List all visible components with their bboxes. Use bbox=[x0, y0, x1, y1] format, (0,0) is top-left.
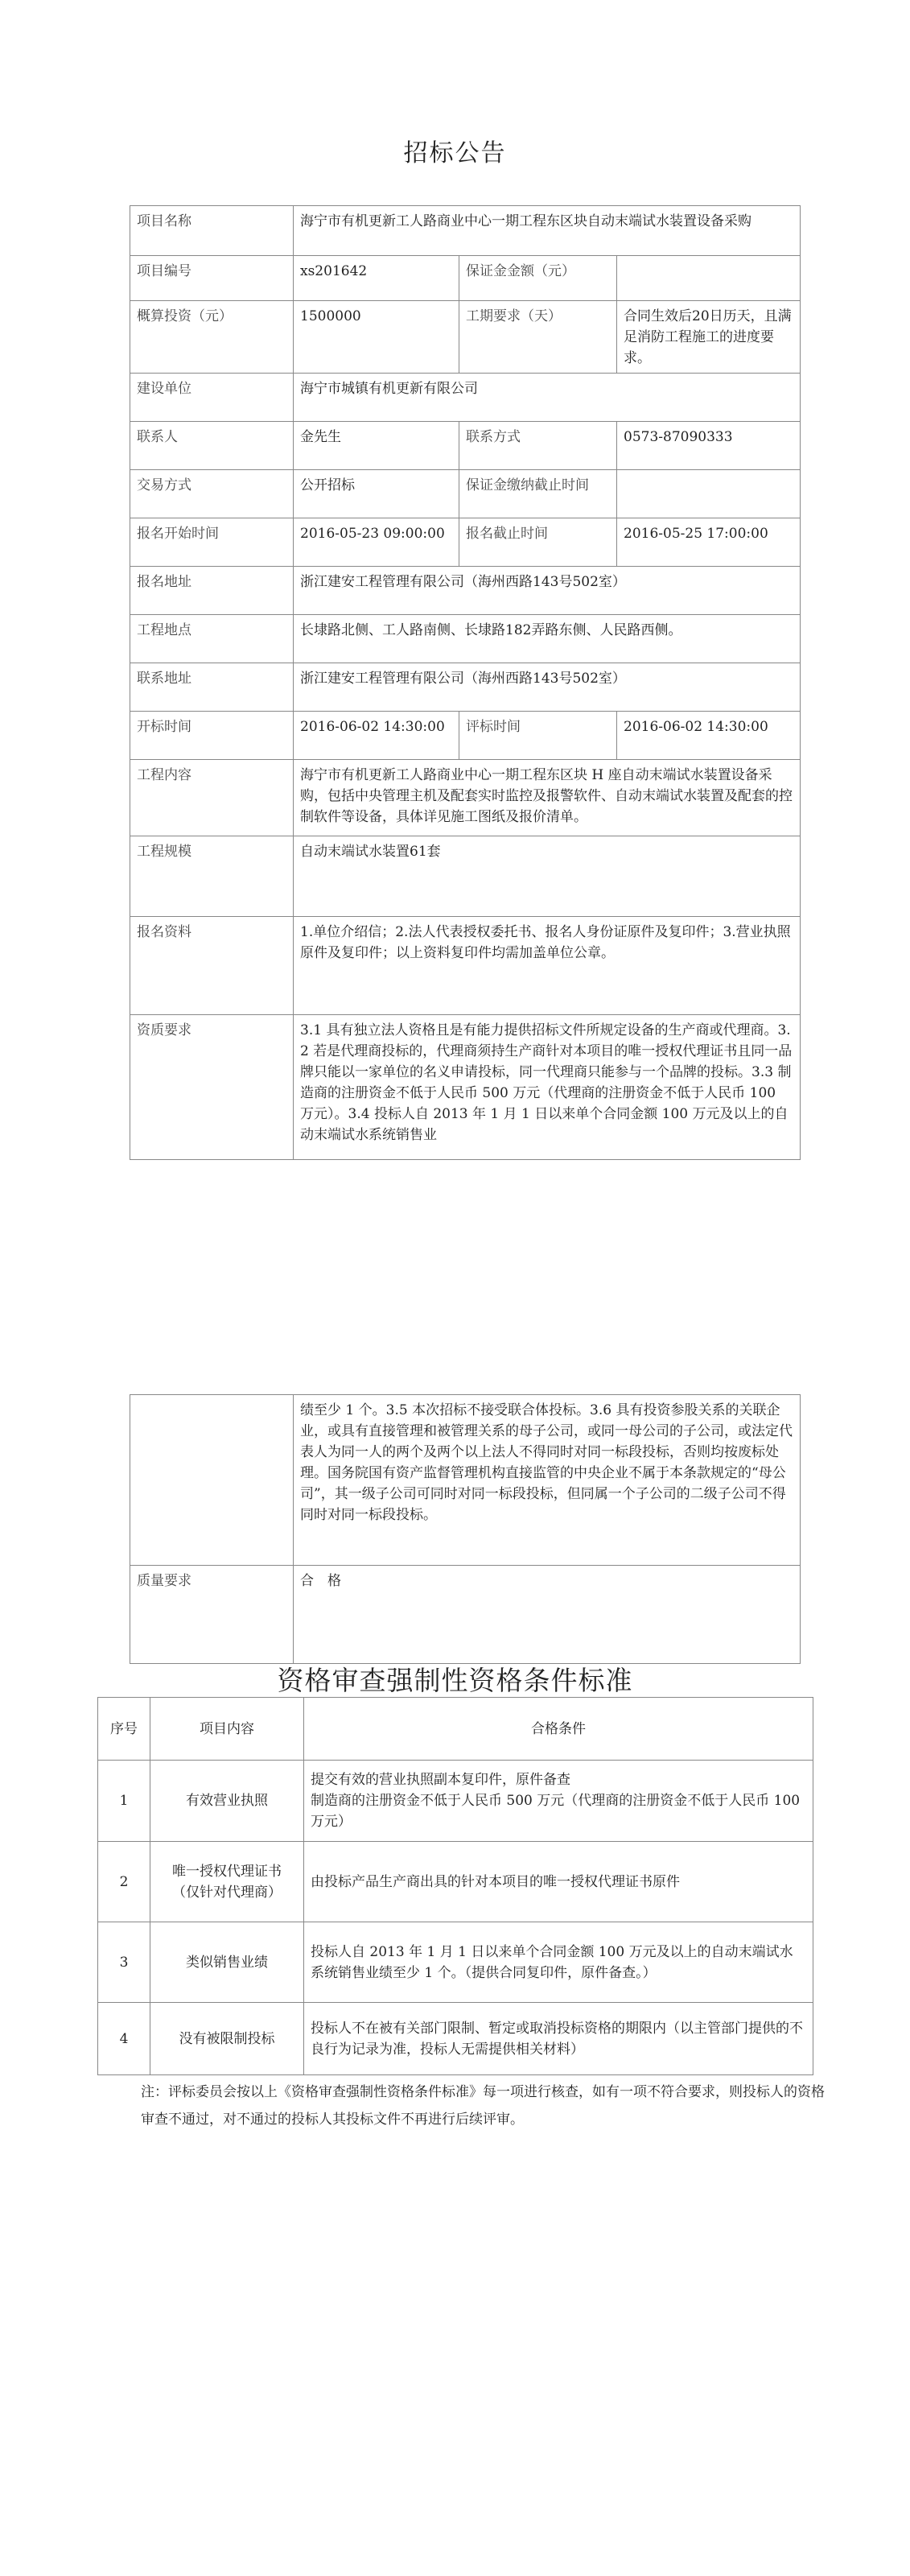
deposit-value bbox=[617, 256, 801, 301]
table-row bbox=[98, 1922, 813, 2003]
quality-value: 合 格 bbox=[294, 1566, 801, 1664]
reg-start-label: 报名开始时间 bbox=[130, 518, 294, 567]
table-row bbox=[98, 2003, 813, 2075]
contact-method-value: 0573-87090333 bbox=[617, 422, 801, 470]
docs-value: 1.单位介绍信；2.法人代表授权委托书、报名人身份证原件及复印件；3.营业执照原件及复印件；以上资料复印件均需加盖单位公章。 bbox=[294, 917, 801, 1015]
header-condition: 合格条件 bbox=[304, 1698, 813, 1761]
notice-table-continued bbox=[130, 1394, 801, 1664]
qual-value-part1: 3.1 具有独立法人资格且是有能力提供招标文件所规定设备的生产商或代理商。3.2 若是代理商投标的，代理商须持生产商针对本项目的唯一授权代理证书且同一品牌只能以一家单位的名义申请投标，同一代理商只能参与一个品牌的投标。3.3 制造商的注册资金不低于人民币 500 万元（代理商的注册资金不低于人民币 100 万元）。3.4 投标人自 2013 年 1 月 1 日以来单个合同金额 100 万元及以上的自动末端试水系统销售业 bbox=[294, 1015, 801, 1160]
table-row bbox=[98, 1842, 813, 1922]
header-item: 项目内容 bbox=[150, 1698, 304, 1761]
contact-address-label: 联系地址 bbox=[130, 663, 294, 712]
table-row bbox=[98, 1761, 813, 1842]
site-label: 工程地点 bbox=[130, 615, 294, 663]
row-condition: 提交有效的营业执照副本复印件，原件备查 制造商的注册资金不低于人民币 500 万元（代理商的注册资金不低于人民币 100 万元） bbox=[304, 1761, 813, 1842]
reg-address-label: 报名地址 bbox=[130, 567, 294, 615]
contact-label: 联系人 bbox=[130, 422, 294, 470]
qualification-note: 注：评标委员会按以上《资格审查强制性资格条件标准》每一项进行核查，如有一项不符合要求，则投标人的资格审查不通过，对不通过的投标人其投标文件不再进行后续评审。 bbox=[141, 2084, 825, 2128]
budget-label: 概算投资（元） bbox=[130, 301, 294, 374]
contact-value: 金先生 bbox=[294, 422, 459, 470]
qualification-table bbox=[97, 1697, 813, 2075]
row-no: 2 bbox=[98, 1842, 150, 1922]
project-name: 海宁市有机更新工人路商业中心一期工程东区块自动末端试水装置设备采购 bbox=[294, 206, 801, 256]
deposit-deadline-value bbox=[617, 470, 801, 518]
row-item: 唯一授权代理证书 （仅针对代理商） bbox=[150, 1842, 304, 1922]
content-value: 海宁市有机更新工人路商业中心一期工程东区块 H 座自动末端试水装置设备采购，包括中央管理主机及配套实时监控及报警软件、自动末端试水装置及配套的控制软件等设备，具体详见施工图纸及报价清单。 bbox=[294, 760, 801, 836]
project-name-label: 项目名称 bbox=[130, 206, 294, 256]
row-condition: 投标人不在被有关部门限制、暂定或取消投标资格的期限内（以主管部门提供的不良行为记录为准，投标人无需提供相关材料） bbox=[304, 2003, 813, 2075]
docs-label: 报名资料 bbox=[130, 917, 294, 1015]
quality-label: 质量要求 bbox=[130, 1566, 294, 1664]
project-no-label: 项目编号 bbox=[130, 256, 294, 301]
row-item: 类似销售业绩 bbox=[150, 1922, 304, 2003]
row-item: 没有被限制投标 bbox=[150, 2003, 304, 2075]
contact-method-label: 联系方式 bbox=[459, 422, 617, 470]
row-no: 4 bbox=[98, 2003, 150, 2075]
reg-end-value: 2016-05-25 17:00:00 bbox=[617, 518, 801, 567]
scale-label: 工程规模 bbox=[130, 836, 294, 917]
row-condition: 由投标产品生产商出具的针对本项目的唯一授权代理证书原件 bbox=[304, 1842, 813, 1922]
deposit-deadline-label: 保证金缴纳截止时间 bbox=[459, 470, 617, 518]
header-no: 序号 bbox=[98, 1698, 150, 1761]
open-time-label: 开标时间 bbox=[130, 712, 294, 760]
qual-label: 资质要求 bbox=[130, 1015, 294, 1160]
row-no: 3 bbox=[98, 1922, 150, 2003]
owner-value: 海宁市城镇有机更新有限公司 bbox=[294, 374, 801, 422]
page-title: 招标公告 bbox=[403, 139, 507, 167]
reg-address-value: 浙江建安工程管理有限公司（海州西路143号502室） bbox=[294, 567, 801, 615]
owner-label: 建设单位 bbox=[130, 374, 294, 422]
site-value: 长埭路北侧、工人路南侧、长埭路182弄路东侧、人民路西侧。 bbox=[294, 615, 801, 663]
period-value: 合同生效后20日历天，且满足消防工程施工的进度要求。 bbox=[617, 301, 801, 374]
row-condition: 投标人自 2013 年 1 月 1 日以来单个合同金额 100 万元及以上的自动末端试水系统销售业绩至少 1 个。（提供合同复印件，原件备查。） bbox=[304, 1922, 813, 2003]
deposit-label: 保证金金额（元） bbox=[459, 256, 617, 301]
period-label: 工期要求（天） bbox=[459, 301, 617, 374]
row-item: 有效营业执照 bbox=[150, 1761, 304, 1842]
reg-end-label: 报名截止时间 bbox=[459, 518, 617, 567]
qual-value-part2: 绩至少 1 个。3.5 本次招标不接受联合体投标。3.6 具有投资参股关系的关联企业，或具有直接管理和被管理关系的母子公司，或同一母公司的子公司，或法定代表人为同一人的两个及两个以上法人不得同时对同一标段投标，否则均按废标处理。国务院国有资产监督管理机构直接监管的中央企业不属于本条款规定的“母公司”，其一级子公司可同时对同一标段投标，但同属一个子公司的二级子公司不得同时对同一标段投标。 bbox=[294, 1395, 801, 1566]
open-time-value: 2016-06-02 14:30:00 bbox=[294, 712, 459, 760]
qualification-title: 资格审查强制性资格条件标准 bbox=[277, 1665, 633, 1696]
contact-address-value: 浙江建安工程管理有限公司（海州西路143号502室） bbox=[294, 663, 801, 712]
eval-time-label: 评标时间 bbox=[459, 712, 617, 760]
row-no: 1 bbox=[98, 1761, 150, 1842]
project-no: xs201642 bbox=[294, 256, 459, 301]
reg-start-value: 2016-05-23 09:00:00 bbox=[294, 518, 459, 567]
budget-value: 1500000 bbox=[294, 301, 459, 374]
eval-time-value: 2016-06-02 14:30:00 bbox=[617, 712, 801, 760]
scale-value: 自动末端试水装置61套 bbox=[294, 836, 801, 917]
content-label: 工程内容 bbox=[130, 760, 294, 836]
trade-method-label: 交易方式 bbox=[130, 470, 294, 518]
notice-table bbox=[130, 205, 801, 1160]
trade-method-value: 公开招标 bbox=[294, 470, 459, 518]
